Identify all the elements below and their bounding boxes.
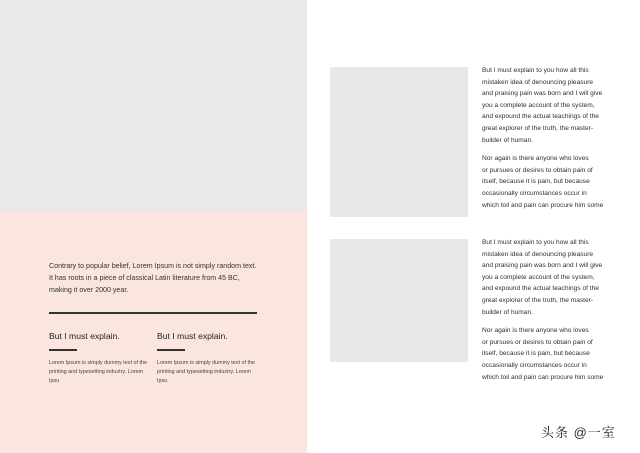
column-title: But I must explain.: [49, 331, 120, 341]
column-text: Lorem Ipsum is simply dummy text of the printing and typesetting industry. Lorem Ipsu: [49, 359, 147, 384]
image-placeholder-1: [330, 67, 468, 217]
paragraph-2: Nor again is there anyone who loves or pursues or desires to obtain pain of itself, because it is pain, but because occasionally circumstances occur in which toil and pain can procure him some: [482, 155, 604, 209]
column-text: Lorem Ipsum is simply dummy text of the printing and typesetting industry. Lorem Ipsu: [157, 359, 255, 384]
column-2: [157, 330, 257, 386]
column-underline: [157, 349, 185, 351]
paragraph-1: But I must explain to you how all this mistaken idea of denouncing pleasure and praising pain was born and I will give you a complete account of the system, and expound the actual teachings of the great explorer of the truth, the master- builder of human.: [482, 239, 603, 316]
intro-paragraph: Contrary to popular belief, Lorem Ipsum is not simply random text. It has roots in a piece of classical Latin literature from 45 BC, making it over 2000 year.: [49, 262, 257, 294]
text-block-1: [482, 65, 608, 218]
divider-rule: [49, 312, 257, 314]
watermark: 头条 @一室: [541, 425, 616, 440]
column-underline: [49, 349, 77, 351]
paragraph-2: Nor again is there anyone who loves or pursues or desires to obtain pain of itself, because it is pain, but because occasionally circumstances occur in which toil and pain can procure him some: [482, 327, 604, 381]
text-block-2: [482, 237, 608, 390]
grey-panel: [0, 0, 307, 211]
column-1: [49, 330, 149, 386]
paragraph-1: But I must explain to you how all this mistaken idea of denouncing pleasure and praising pain was born and I will give you a complete account of the system, and expound the actual teachings of the great explorer of the truth, the master- builder of human.: [482, 67, 603, 144]
column-title: But I must explain.: [157, 331, 228, 341]
image-placeholder-2: [330, 239, 468, 362]
pink-panel: [0, 211, 307, 453]
